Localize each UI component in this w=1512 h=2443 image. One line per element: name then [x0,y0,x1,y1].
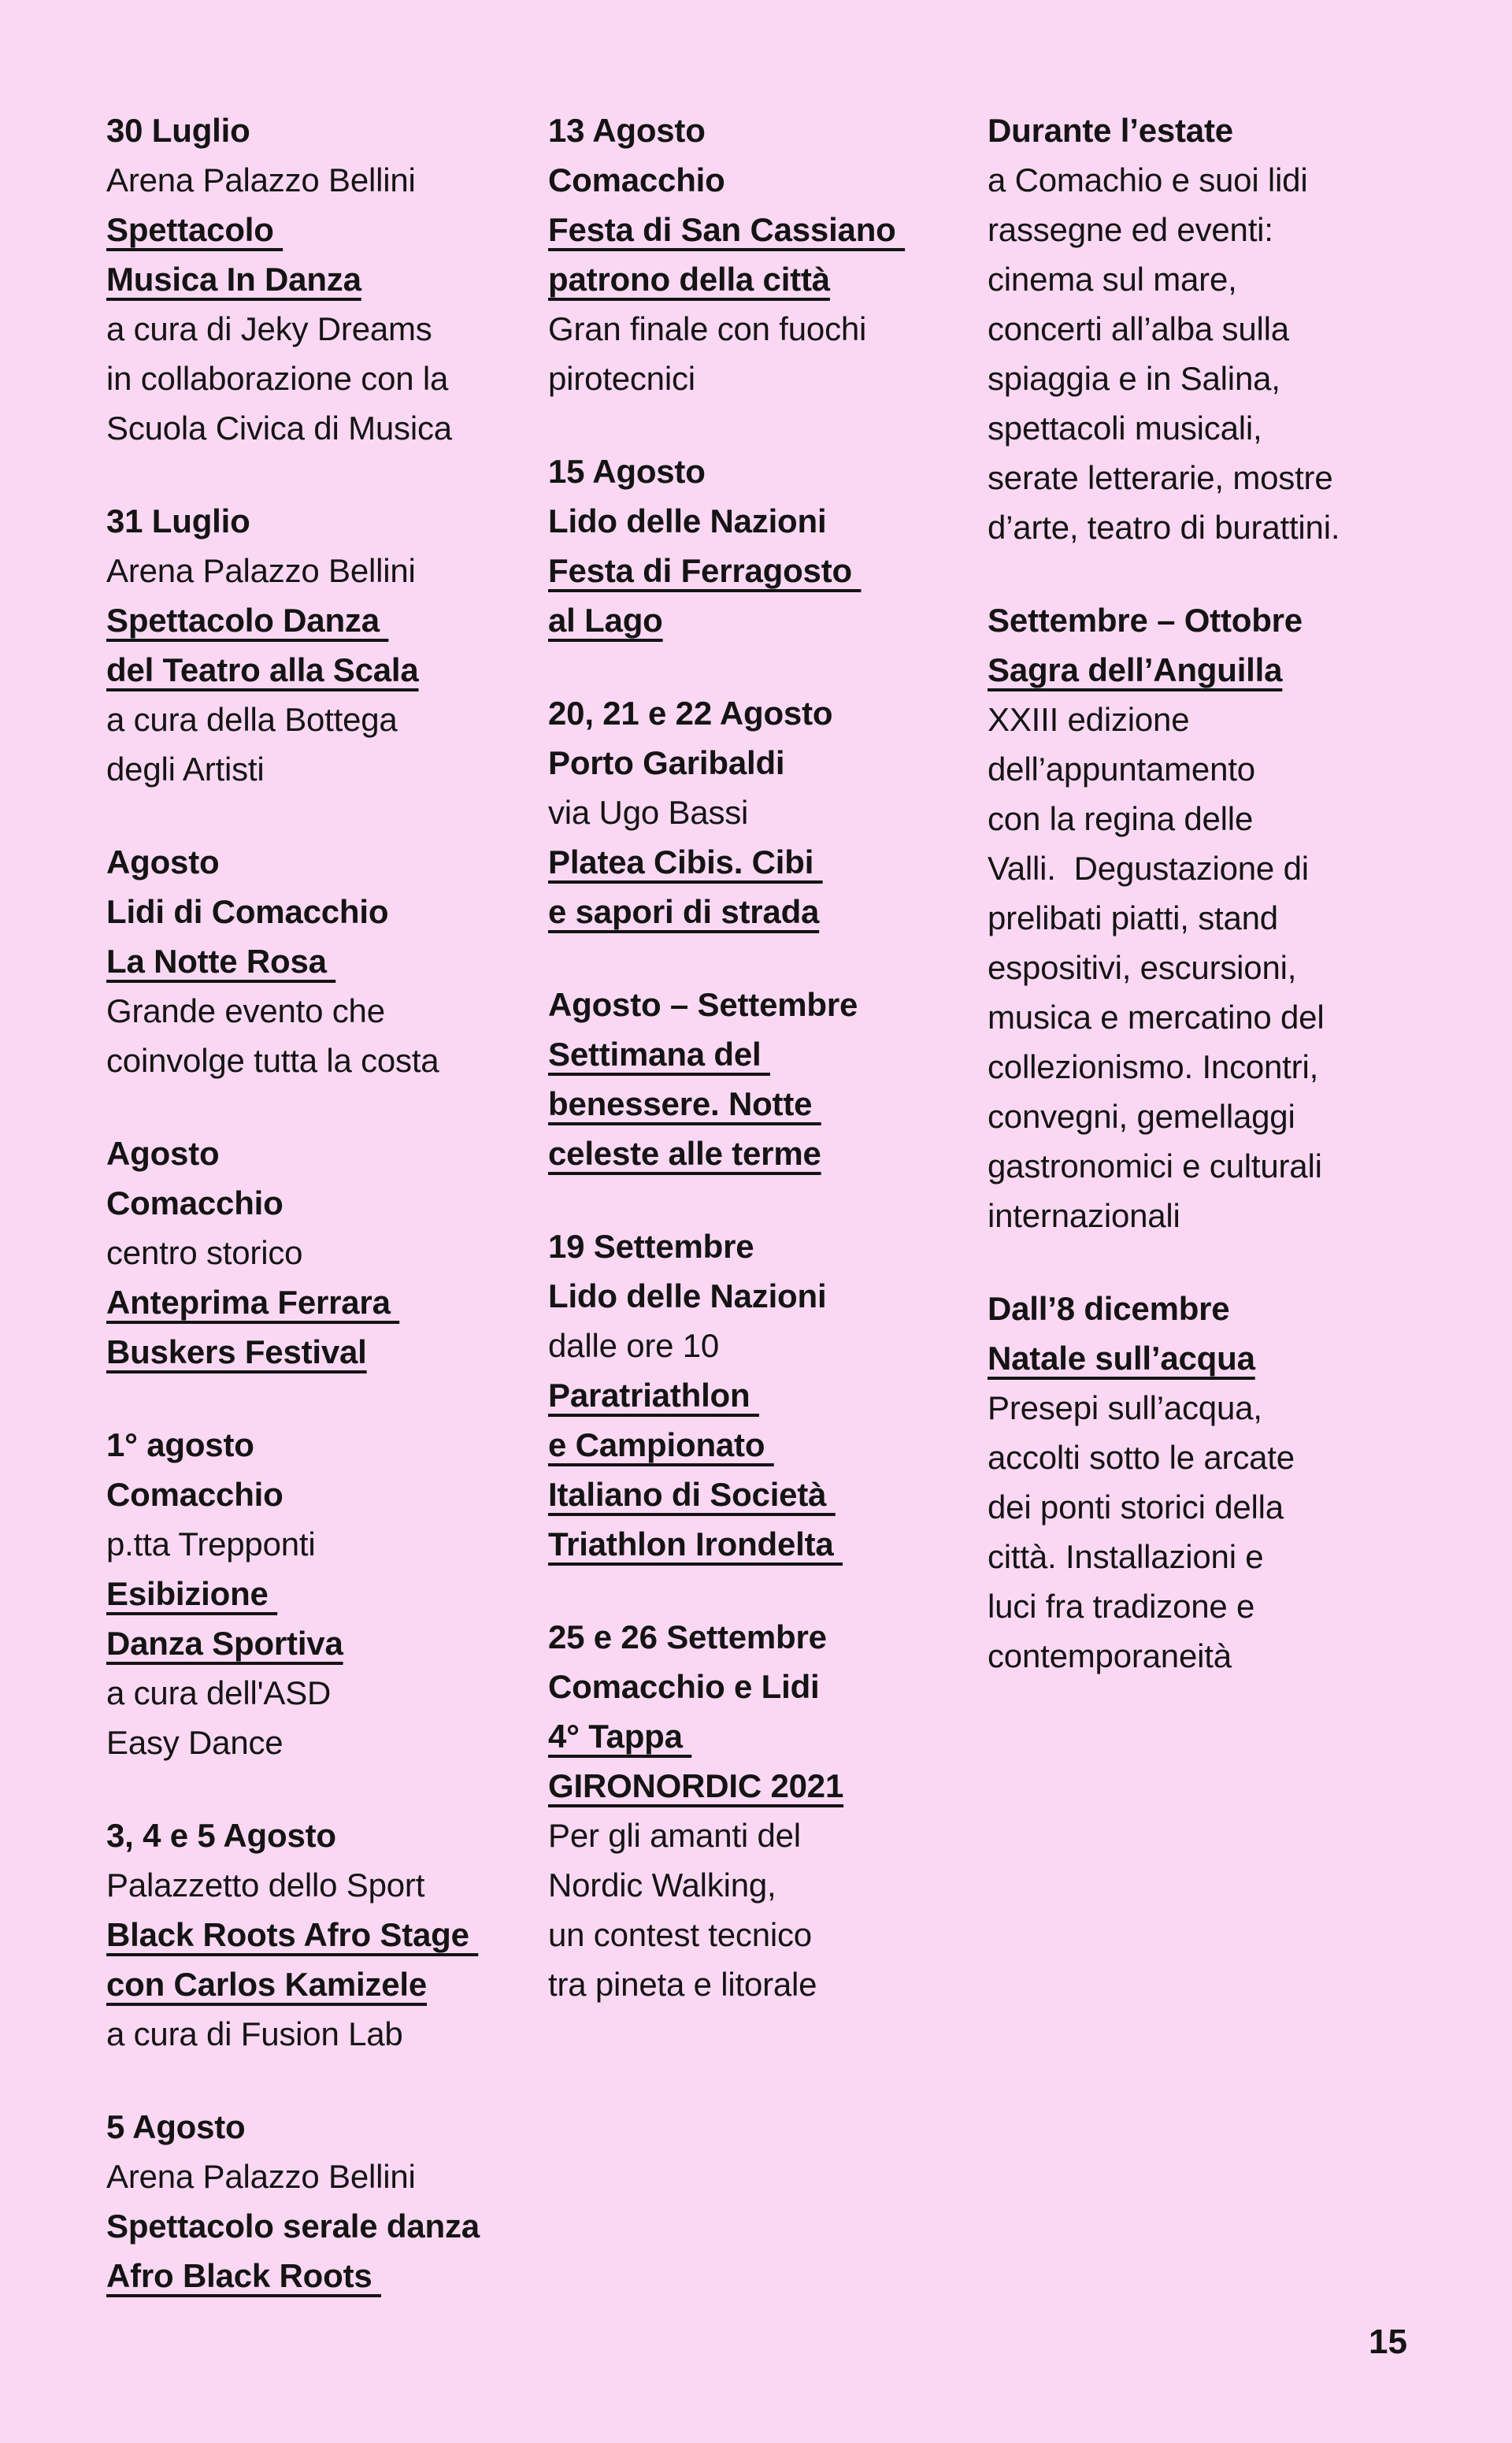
text-line: accolti sotto le arcate [988,1439,1295,1476]
text-line: e Campionato [548,1426,774,1463]
text-line: 19 Settembre [548,1228,754,1265]
text-line: Per gli amanti del [548,1817,801,1854]
text-line: 15 Agosto [548,453,706,490]
text-line: Comacchio [106,1184,284,1222]
text-line: a cura di Jeky Dreams [106,310,432,347]
text-line: Durante l’estate [988,112,1233,149]
text-line: convegni, gemellaggi [988,1098,1295,1135]
text-line: a Comachio e suoi lidi [988,161,1308,198]
text-line: collezionismo. Incontri, [988,1048,1319,1085]
text-line: Black Roots Afro Stage [106,1916,479,1953]
text-line: 3, 4 e 5 Agosto [106,1817,336,1854]
text-line: con la regina delle [988,800,1254,837]
text-line: Esibizione [106,1575,278,1612]
text-line: espositivi, escursioni, [988,949,1297,986]
text-line: Lidi di Comacchio [106,893,389,930]
text-line: GIRONORDIC 2021 [548,1767,844,1804]
text-line: Triathlon Irondelta [548,1525,843,1563]
event-block [548,1612,989,2009]
text-line: Danza Sportiva [106,1625,343,1662]
text-line: Arena Palazzo Bellini [106,161,416,198]
text-line: tra pineta e litorale [548,1966,817,2003]
text-line: gastronomici e culturali [988,1147,1322,1184]
event-block [988,106,1429,552]
text-line: Agosto [106,843,220,880]
text-line: in collaborazione con la [106,360,449,397]
text-line: 20, 21 e 22 Agosto [548,695,833,732]
text-line: Spettacolo [106,211,284,248]
text-line: del Teatro alla Scala [106,651,419,688]
text-line: Agosto – Settembre [548,986,858,1023]
text-line: 1° agosto [106,1426,254,1463]
text-line: prelibati piatti, stand [988,899,1278,936]
text-line: Nordic Walking, [548,1867,776,1904]
text-line: Anteprima Ferrara [106,1284,400,1321]
text-line: Platea Cibis. Cibi [548,843,823,880]
column-2 [548,106,989,2052]
text-line: Spettacolo Danza [106,602,389,639]
text-line: Festa di San Cassiano [548,211,906,248]
text-line: città. Installazioni e [988,1538,1264,1575]
text-line: Sagra dell’Anguilla [988,651,1283,688]
text-line: Dall’8 dicembre [988,1290,1230,1327]
event-block [106,1811,547,2059]
text-line: coinvolge tutta la costa [106,1042,439,1079]
text-line: internazionali [988,1197,1180,1234]
text-line: XXIII edizione [988,701,1190,738]
text-line: 25 e 26 Settembre [548,1618,827,1655]
text-line: Arena Palazzo Bellini [106,2158,416,2195]
text-line: Scuola Civica di Musica [106,410,452,447]
text-line: Agosto [106,1135,220,1172]
text-line: un contest tecnico [548,1916,812,1953]
text-line: Grande evento che [106,992,385,1029]
text-line: e sapori di strada [548,893,820,930]
text-line: 30 Luglio [106,112,250,149]
page-number: 15 [1369,2323,1407,2361]
text-line: dalle ore 10 [548,1327,720,1364]
text-line: al Lago [548,602,663,639]
text-line: p.tta Trepponti [106,1525,316,1563]
text-line: Arena Palazzo Bellini [106,552,416,589]
event-block [106,496,547,794]
text-line: pirotecnici [548,360,695,397]
text-line: 5 Agosto [106,2108,246,2145]
text-line: via Ugo Bassi [548,794,749,831]
text-line: spettacoli musicali, [988,410,1262,447]
text-line: a cura della Bottega [106,701,398,738]
text-line: degli Artisti [106,751,265,788]
text-line: benessere. Notte [548,1085,821,1122]
text-line: Comacchio [106,1476,284,1513]
text-line: Afro Black Roots [106,2257,381,2294]
text-line: a cura di Fusion Lab [106,2015,403,2052]
text-line: Settimana del [548,1036,770,1073]
text-line: spiaggia e in Salina, [988,360,1280,397]
text-line: d’arte, teatro di burattini. [988,509,1340,546]
event-block [988,595,1429,1240]
text-line: concerti all’alba sulla [988,310,1289,347]
text-line: Easy Dance [106,1724,284,1761]
text-line: Gran finale con fuochi [548,310,867,347]
text-line: luci fra tradizone e [988,1588,1255,1625]
column-3 [988,106,1429,1724]
text-line: Buskers Festival [106,1333,367,1370]
text-line: Comacchio e Lidi [548,1668,820,1705]
text-line: Lido delle Nazioni [548,502,827,539]
text-line: Natale sull’acqua [988,1340,1255,1377]
text-line: celeste alle terme [548,1135,821,1172]
text-line: cinema sul mare, [988,261,1237,298]
text-line: Italiano di Società [548,1476,836,1513]
event-block [548,688,989,936]
text-line: a cura dell'ASD [106,1674,332,1711]
text-line: rassegne ed eventi: [988,211,1273,248]
text-line: Presepi sull’acqua, [988,1389,1262,1426]
text-line: Porto Garibaldi [548,744,785,781]
event-block [106,1420,547,1767]
event-block [106,2102,547,2300]
text-line: con Carlos Kamizele [106,1966,428,2003]
text-line: Lido delle Nazioni [548,1277,827,1314]
text-line: Musica In Danza [106,261,361,298]
event-block [106,837,547,1085]
text-line: Comacchio [548,161,725,198]
event-block [548,980,989,1178]
text-line: patrono della città [548,261,830,298]
text-line: 4° Tappa [548,1718,692,1755]
column-1 [106,106,547,2344]
text-line: dell’appuntamento [988,751,1255,788]
event-block [106,106,547,453]
event-block [548,447,989,645]
text-line: Spettacolo serale danza [106,2208,480,2245]
text-line: La Notte Rosa [106,943,336,980]
text-line: 31 Luglio [106,502,250,539]
text-line: Valli. Degustazione di [988,850,1309,887]
event-block [548,1222,989,1569]
text-line: contemporaneità [988,1637,1232,1674]
event-block [548,106,989,403]
text-line: dei ponti storici della [988,1488,1284,1525]
text-line: Paratriathlon [548,1377,759,1414]
text-line: centro storico [106,1234,303,1271]
text-line: 13 Agosto [548,112,706,149]
text-line: musica e mercatino del [988,999,1325,1036]
text-line: Festa di Ferragosto [548,552,862,589]
event-block [106,1129,547,1377]
event-block [988,1284,1429,1681]
text-line: Palazzetto dello Sport [106,1867,425,1904]
text-line: serate letterarie, mostre [988,459,1333,496]
text-line: Settembre – Ottobre [988,602,1303,639]
